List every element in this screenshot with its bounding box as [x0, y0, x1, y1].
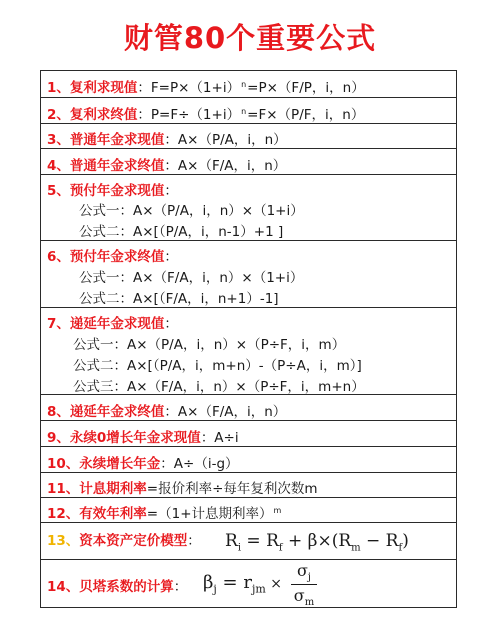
formula-row-12 — [41, 498, 456, 523]
formula-row-11 — [41, 473, 456, 498]
formula-sub-6-1: 公式一：A×（F/A，i，n）×（1+i） — [79, 270, 304, 286]
formula-label-4: 4、普通年金求终值 — [47, 158, 165, 174]
formula-row-10 — [41, 447, 456, 473]
formula-label-8: 8、递延年金求终值 — [47, 404, 165, 420]
formula-label-10: 10、永续增长年金 — [47, 456, 161, 472]
formula-label-9: 9、永续0增长年金求现值 — [47, 430, 201, 446]
formula-label-11: 11、计息期利率 — [47, 481, 147, 497]
formula-sub-5-2: 公式二：A×[（P/A，i，n-1）+1 ] — [79, 224, 284, 240]
formula-label-6: 6、预付年金求终值 — [47, 249, 165, 265]
formula-text-12: =（1+计息期利率）$^m$ — [146, 505, 282, 522]
formula-text-3: ：A×（P/A，i，n） — [164, 132, 287, 148]
formula-label-7: 7、递延年金求现值 — [47, 316, 165, 332]
formula-row-9 — [41, 421, 456, 447]
formula-text-4: ：A×（F/A，i，n） — [164, 158, 287, 174]
formula-row-7: 7、递延年金求现值： 公式一：A×（P/A，i，n）×（P÷F，i，m） 公式二：A×[（P/A，i，m+n）-（P÷A，i，m）] 公式三：A×（F/A，i，n）×（P÷F，i，m+n） — [41, 308, 456, 395]
page-title: 财管80个重要公式 — [123, 21, 377, 55]
formula-row-2 — [41, 98, 456, 124]
formula-text-2: ：$P=F\div(1+i)^n=F\times(P/F$，i，n） — [137, 106, 365, 123]
fraction-bar — [291, 584, 317, 585]
formula-row-14: 14、贝塔系数的计算： $\beta_j = r_{jm}$ × $\sigma_j$ $\sigma_m$ — [41, 560, 456, 609]
formula-label-13: 资本资产定价模型 — [79, 533, 188, 549]
formula-row-13: 13、资本资产定价模型： $R_i = R_f + \beta\times(R_m - R_f)$ — [41, 523, 456, 560]
formula-row-5: 5、预付年金求现值： 公式一：A×（P/A，i，n）×（1+i） 公式二：A×[（P/A，i，n-1）+1 ] — [41, 175, 456, 241]
formula-text-1: ：$F=P\times(1+i)^n=P\times(F/P$，i，n） — [137, 79, 365, 96]
formula-label-3: 3、普通年金求现值 — [47, 132, 165, 148]
formula-label-1: 1、复利求现值 — [47, 80, 138, 96]
formula-label-14: 14、贝塔系数的计算 — [47, 579, 174, 595]
formula-sub-7-2: 公式二：A×[（P/A，i，m+n）-（P÷A，i，m）] — [73, 358, 362, 374]
formula-num-13: 13、 — [47, 533, 80, 549]
formula-text-10: ：A÷（i-g） — [160, 456, 239, 472]
formula-sub-5-1: 公式一：A×（P/A，i，n）×（1+i） — [79, 203, 304, 219]
formula-label-2: 2、复利求终值 — [47, 107, 138, 123]
formula-row-6: 6、预付年金求终值： 公式一：A×（F/A，i，n）×（1+i） 公式二：A×[（F/A，i，n+1）-1] — [41, 241, 456, 308]
formula-sub-7-1: 公式一：A×（P/A，i，n）×（P÷F，i，m） — [73, 337, 346, 353]
formula-sub-7-3: 公式三：A×（F/A，i，n）×（P÷F，i，m+n） — [73, 379, 365, 395]
formula-sub-6-2: 公式二：A×[（F/A，i，n+1）-1] — [79, 291, 279, 307]
formula-text-9: ：A÷i — [200, 430, 239, 446]
beta-formula-lhs: $\beta_j = r_{jm}$ × — [203, 572, 282, 596]
formula-text-11: =报价利率÷每年复利次数m — [146, 481, 318, 497]
formula-row-1 — [41, 71, 456, 98]
formula-row-8 — [41, 395, 456, 421]
formula-text-8: ：A×（F/A，i，n） — [164, 404, 287, 420]
beta-fraction-denominator: $\sigma_m$ — [293, 586, 315, 609]
beta-fraction-numerator: $\sigma_j$ — [296, 561, 312, 584]
formula-label-5: 5、预付年金求现值 — [47, 183, 165, 199]
formula-row-4 — [41, 149, 456, 175]
formula-row-3 — [41, 124, 456, 149]
formula-table — [40, 70, 457, 608]
formula-label-12: 12、有效年利率 — [47, 506, 147, 522]
capm-formula: $R_i = R_f + \beta\times(R_m - R_f)$ — [225, 531, 409, 554]
